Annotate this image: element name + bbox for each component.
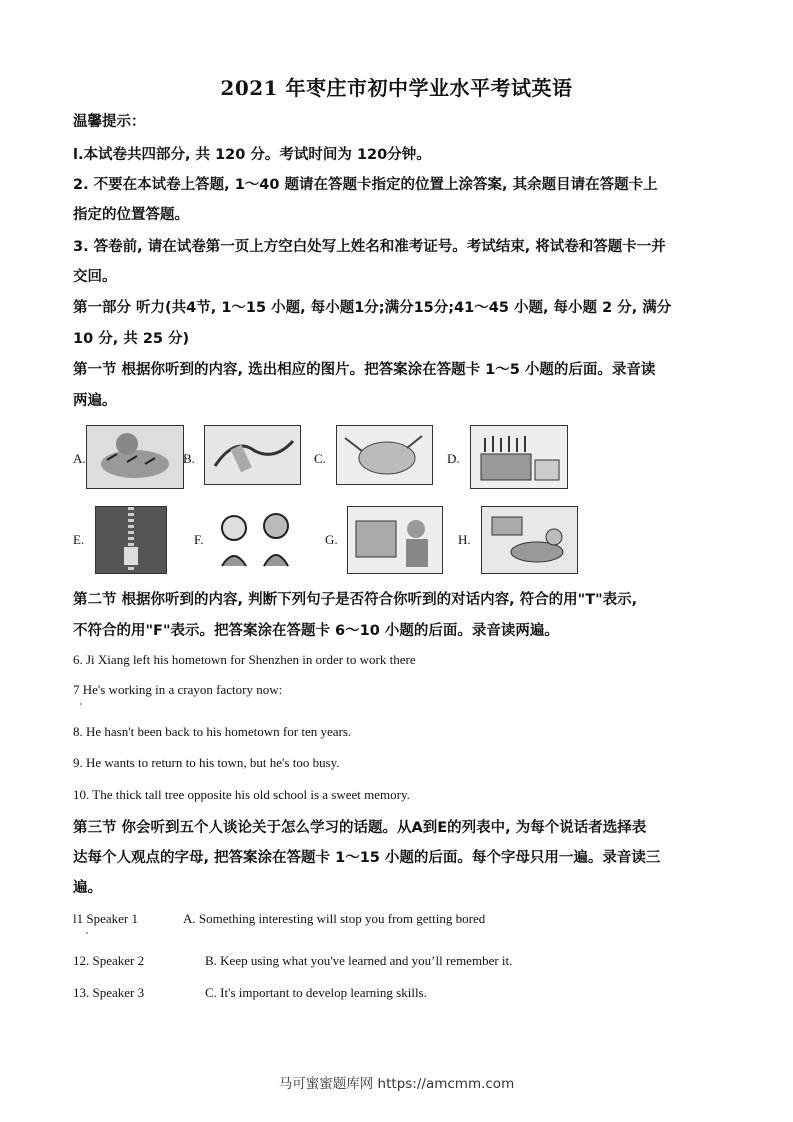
computer-desk-picture bbox=[347, 506, 443, 574]
people-arguing-illustration bbox=[212, 506, 298, 572]
picture-label-c: C. bbox=[314, 451, 326, 466]
tf-item: 6. Ji Xiang left his hometown for Shenzhen in order to work there bbox=[73, 652, 416, 667]
picture-label-a: A. bbox=[73, 451, 86, 466]
turkey-picture bbox=[336, 425, 433, 485]
picture-label-g: G. bbox=[325, 532, 338, 547]
turkey-illustration bbox=[337, 426, 432, 484]
picture-label-d: D. bbox=[447, 451, 460, 466]
speaker-option: B. Keep using what you've learned and you’ll remember it. bbox=[205, 953, 513, 968]
section1-instruction: 第一节 根据你听到的内容, 选出相应的图片。把答案涂在答题卡 1～5 小题的后面。录音读 bbox=[73, 362, 656, 378]
accident-picture bbox=[481, 506, 578, 574]
tf-item: 10. The thick tall tree opposite his old school is a sweet memory. bbox=[73, 787, 410, 802]
page-title: 2021 年枣庄市初中学业水平考试英语 bbox=[220, 76, 573, 100]
people-arguing-picture bbox=[212, 506, 298, 572]
section2-instruction: 第二节 根据你听到的内容, 判断下列句子是否符合你听到的对话内容, 符合的用"T"表示, bbox=[73, 592, 638, 608]
computer-desk-illustration bbox=[348, 507, 442, 573]
notice-line: l.本试卷共四部分, 共 120 分。考试时间为 120分钟。 bbox=[73, 147, 431, 163]
zipper-picture bbox=[95, 506, 167, 574]
footer-watermark: 马可蜜蜜题库网 https://amcmm.com bbox=[278, 1076, 515, 1092]
tf-item: 7 He's working in a crayon factory now: bbox=[73, 682, 283, 697]
section3-instruction: 达每个人观点的字母, 把答案涂在答题卡 1～15 小题的后面。每个字母只用一遍。录音读三 bbox=[73, 850, 661, 866]
zipper-illustration bbox=[96, 507, 166, 573]
part1-heading: 第一部分 听力(共4节, 1～15 小题, 每小题1分;满分15分;41～45 小题, 每小题 2 分, 满分 bbox=[73, 300, 672, 316]
notice-line: 2. 不要在本试卷上答题, 1～40 题请在答题卡指定的位置上涂答案, 其余题目请在答题卡上 bbox=[73, 177, 658, 193]
section1-instruction: 两遍。 bbox=[73, 393, 117, 409]
speaker-label: l1 Speaker 1 bbox=[73, 911, 138, 926]
picture-label-b: B. bbox=[183, 451, 195, 466]
notice-line: 交回。 bbox=[73, 269, 117, 285]
picture-label-e: E. bbox=[73, 532, 85, 547]
scan-dot bbox=[86, 932, 88, 934]
birthday-cake-illustration bbox=[471, 426, 567, 488]
hands-illustration bbox=[205, 426, 300, 484]
section3-instruction: 遍。 bbox=[73, 880, 102, 896]
cake-picture bbox=[470, 425, 568, 489]
speaker-option: C. It's important to develop learning skills. bbox=[205, 985, 427, 1000]
notice-line: 3. 答卷前, 请在试卷第一页上方空白处写上姓名和准考证号。考试结束, 将试卷和答题卡一并 bbox=[73, 239, 666, 255]
tiger-picture bbox=[86, 425, 184, 489]
speaker-option: A. Something interesting will stop you from getting bored bbox=[183, 911, 486, 926]
tf-item: 9. He wants to return to his town, but he's too busy. bbox=[73, 755, 340, 770]
speaker-label: 13. Speaker 3 bbox=[73, 985, 145, 1000]
section3-instruction: 第三节 你会听到五个人谈论关于怎么学习的话题。从A到E的列表中, 为每个说话者选择表 bbox=[73, 820, 647, 836]
hands-picture bbox=[204, 425, 301, 485]
section2-instruction: 不符合的用"F"表示。把答案涂在答题卡 6～10 小题的后面。录音读两遍。 bbox=[73, 623, 559, 639]
speaker-label: 12. Speaker 2 bbox=[73, 953, 145, 968]
accident-illustration bbox=[482, 507, 577, 573]
tf-item: 8. He hasn't been back to his hometown for ten years. bbox=[73, 724, 352, 739]
picture-label-f: F. bbox=[194, 532, 204, 547]
picture-label-h: H. bbox=[458, 532, 471, 547]
notice-heading: 温馨提示： bbox=[73, 114, 146, 130]
scan-dot bbox=[80, 703, 82, 705]
tiger-illustration bbox=[87, 426, 183, 488]
part1-heading: 10 分, 共 25 分) bbox=[73, 331, 190, 347]
notice-line: 指定的位置答题。 bbox=[73, 207, 189, 223]
